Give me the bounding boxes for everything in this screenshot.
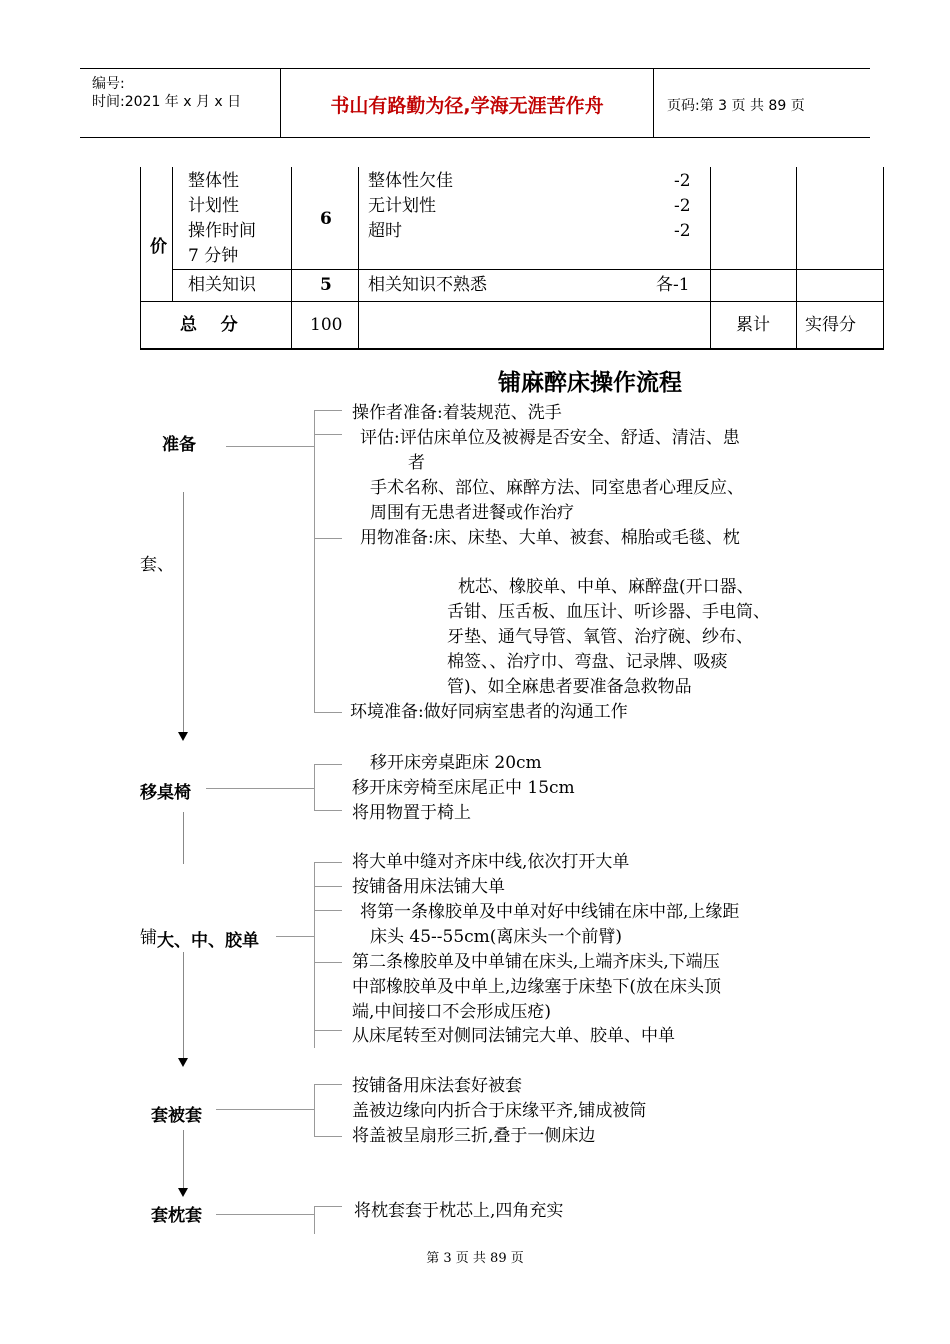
quilt-line: 盖被边缘向内折合于床缘平齐,铺成被筒 — [352, 1101, 647, 1121]
deduction-text: 超时 — [368, 221, 402, 241]
header-time-label: 时间:2021 年 x 月 x 日 — [92, 94, 242, 110]
item-score: 5 — [320, 275, 332, 295]
page-footer: 第 3 页 共 89 页 — [426, 1251, 524, 1266]
sheets-line: 从床尾转至对侧同法铺完大单、胶单、中单 — [352, 1026, 675, 1046]
prepare-line: 管)、如全麻患者要准备急救物品 — [447, 677, 692, 697]
section-label: 价 — [150, 237, 167, 257]
step-prepare-label: 准备 — [162, 435, 196, 455]
header-meta-cell — [80, 69, 281, 137]
flow-arrow-icon — [178, 1188, 188, 1197]
side-note: 套、 — [140, 555, 174, 575]
flow-connector — [183, 952, 184, 1058]
step-move-label: 移桌椅 — [140, 783, 191, 803]
cumulative-label: 累计 — [736, 315, 770, 335]
flow-arrow-icon — [178, 732, 188, 741]
move-line: 移开床旁桌距床 20cm — [370, 753, 542, 773]
total-label: 总 分 — [180, 315, 238, 335]
prepare-line: 舌钳、压舌板、血压计、听诊器、手电筒、 — [447, 602, 770, 622]
header-motto: 书山有路勤为径,学海无涯苦作舟 — [330, 95, 604, 117]
deduction-text: 无计划性 — [368, 196, 436, 216]
header-motto-cell — [281, 69, 654, 137]
item-line: 相关知识 — [188, 275, 256, 295]
quilt-line: 将盖被呈扇形三折,叠于一侧床边 — [352, 1126, 596, 1146]
flow-arrow-icon — [178, 1058, 188, 1067]
actual-score-label: 实得分 — [805, 315, 856, 335]
prepare-line: 周围有无患者进餐或作治疗 — [370, 503, 574, 523]
item-line: 整体性 — [188, 171, 239, 191]
prepare-line: 环境准备:做好同病室患者的沟通工作 — [350, 702, 628, 722]
move-line: 移开床旁椅至床尾正中 15cm — [352, 778, 575, 798]
sheets-line: 将第一条橡胶单及中单对好中线铺在床中部,上缘距 — [360, 902, 740, 922]
prepare-line: 棉签、、治疗巾、弯盘、记录牌、吸痰 — [447, 652, 728, 672]
sheets-line: 端,中间接口不会形成压疮) — [352, 1002, 552, 1022]
pillow-line: 将枕套套于枕芯上,四角充实 — [354, 1201, 564, 1221]
prepare-line: 用物准备:床、床垫、大单、被套、棉胎或毛毯、枕 — [360, 528, 740, 548]
prepare-line: 枕芯、橡胶单、中单、麻醉盘(开口器、 — [458, 577, 754, 597]
score-table — [140, 167, 884, 350]
quilt-line: 按铺备用床法套好被套 — [352, 1076, 522, 1096]
sheets-line: 床头 45--55cm(离床头一个前臂) — [370, 927, 623, 947]
page-header — [80, 68, 870, 138]
step-pillow-label: 套枕套 — [151, 1206, 202, 1226]
step-sheets-label: 大、中、胶单 — [157, 931, 259, 951]
deduction-points: -2 — [674, 171, 691, 191]
sheets-line: 按铺备用床法铺大单 — [352, 877, 505, 897]
flow-connector — [183, 492, 184, 732]
step-quilt-label: 套被套 — [151, 1106, 202, 1126]
prepare-line: 牙垫、通气导管、氧管、治疗碗、纱布、 — [447, 627, 753, 647]
step-sheets-prefix: 铺 — [140, 928, 157, 948]
header-page-info: 页码:第 3 页 共 89 页 — [667, 98, 805, 114]
flow-connector — [183, 1130, 184, 1190]
prepare-line: 手术名称、部位、麻醉方法、同室患者心理反应、 — [370, 478, 744, 498]
item-line: 计划性 — [188, 196, 239, 216]
prepare-line: 评估:评估床单位及被褥是否安全、舒适、清洁、患 — [360, 428, 740, 448]
deduction-points: 各-1 — [656, 275, 690, 295]
flow-connector — [183, 812, 184, 864]
sheets-line: 将大单中缝对齐床中线,依次打开大单 — [352, 852, 630, 872]
total-score: 100 — [310, 315, 343, 335]
flow-title: 铺麻醉床操作流程 — [498, 369, 682, 396]
deduction-points: -2 — [674, 221, 691, 241]
deduction-points: -2 — [674, 196, 691, 216]
prepare-line: 者 — [408, 453, 425, 473]
item-line: 操作时间 — [188, 221, 256, 241]
item-score: 6 — [320, 209, 332, 229]
deduction-text: 整体性欠佳 — [368, 171, 453, 191]
deduction-text: 相关知识不熟悉 — [368, 275, 487, 295]
header-number-label: 编号: — [92, 76, 125, 92]
item-line: 7 分钟 — [188, 246, 239, 266]
prepare-line: 操作者准备:着装规范、洗手 — [352, 403, 562, 423]
sheets-line: 第二条橡胶单及中单铺在床头,上端齐床头,下端压 — [352, 952, 720, 972]
sheets-line: 中部橡胶单及中单上,边缘塞于床垫下(放在床头顶 — [352, 977, 722, 997]
move-line: 将用物置于椅上 — [352, 803, 471, 823]
